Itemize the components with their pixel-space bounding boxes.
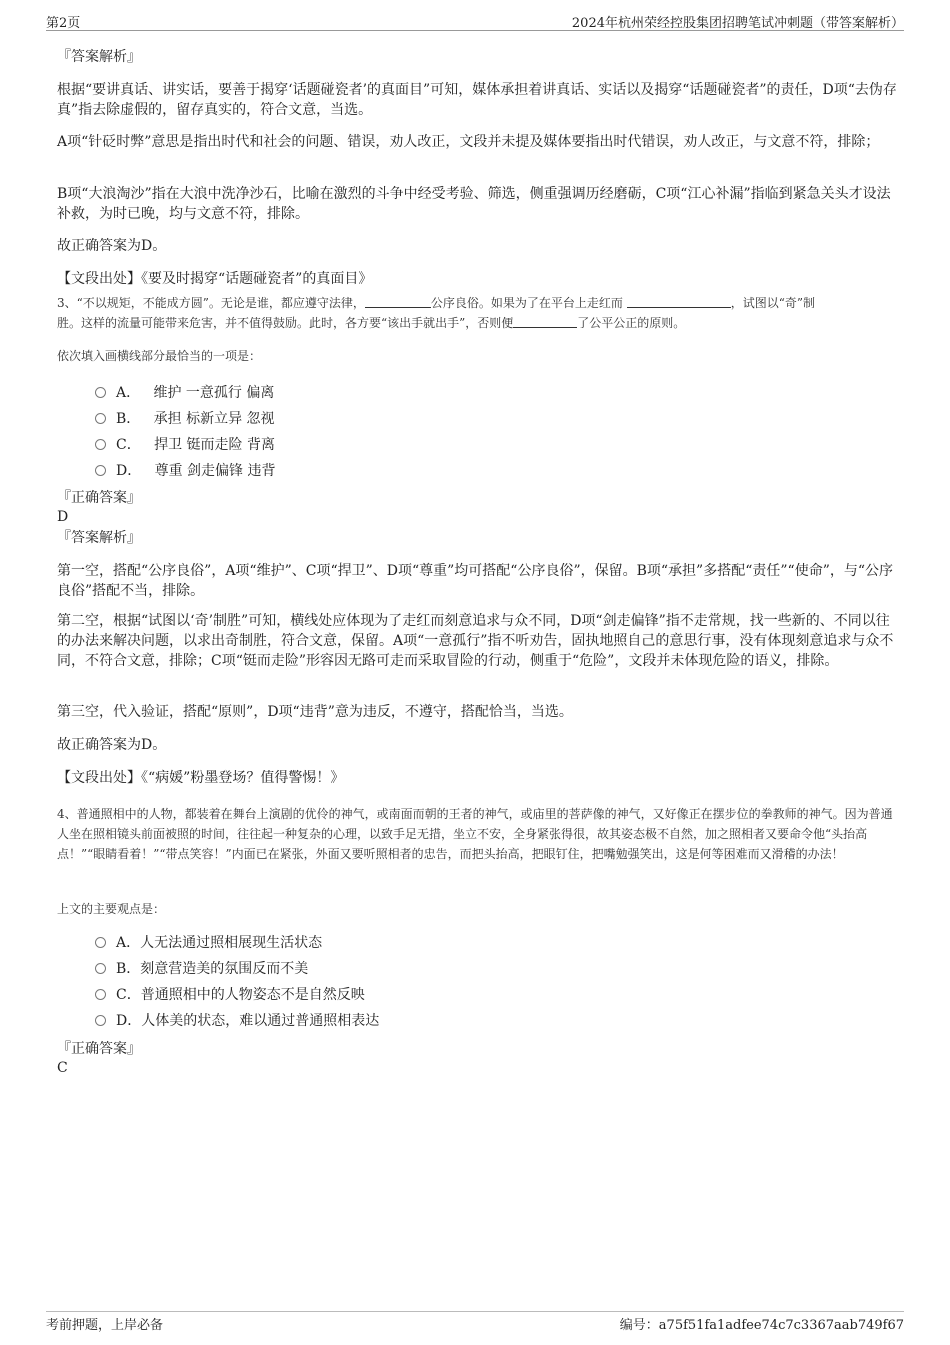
- option-key: B．: [116, 411, 141, 427]
- radio-icon[interactable]: [95, 387, 106, 398]
- radio-icon[interactable]: [95, 989, 106, 1000]
- option-key: D．: [116, 1013, 142, 1029]
- option-text: 承担 标新立异 忽视: [153, 411, 275, 427]
- option-key: A．: [116, 385, 141, 401]
- document-title: 2024年杭州荣经控股集团招聘笔试冲刺题（带答案解析）: [571, 16, 904, 31]
- option-key: C．: [116, 437, 141, 453]
- footer-slogan: 考前押题，上岸必备: [46, 1318, 164, 1333]
- question-text-segment: 3、“不以规矩，不能成方圆”。无论是谁，都应遵守法律，: [57, 296, 365, 310]
- source-citation: 【文段出处】《“病媛”粉墨登场？值得警惕！》: [57, 770, 345, 786]
- question-text-segment: 公序良俗。如果为了在平台上走红而: [430, 296, 623, 310]
- option-key: B．: [116, 961, 141, 977]
- analysis-paragraph: 第二空，根据“试图以‘奇’制胜”可知，横线处应体现为了走红而刻意追求与众不同，D项“剑走偏锋”指不走常规，找一些新的、不同以往的办法来解决问题，以求出奇制胜，符合文意，保留。A项“一意孤行”指不听劝告，固执地照自己的意思行事，没有体现刻意追求与众不同，不符合文意，排除；C项“铤而走险”形容因无路可走而采取冒险的行动，侧重于“危险”，文段并未体现危险的语义，排除。: [57, 613, 894, 669]
- option-text: 刻意营造美的氛围反而不美: [140, 961, 309, 977]
- question-3-text: [57, 293, 897, 333]
- radio-icon[interactable]: [95, 937, 106, 948]
- option-b[interactable]: [95, 406, 595, 432]
- answer-blank: [627, 295, 731, 308]
- option-text: 维护 一意孤行 偏离: [153, 385, 275, 401]
- correct-answer-label: 『正确答案』: [57, 490, 141, 506]
- correct-answer-label: 『正确答案』: [57, 1041, 141, 1057]
- option-b[interactable]: [95, 956, 595, 982]
- question-text-segment: 胜。这样的流量可能带来危害，并不值得鼓励。此时，各方要“该出手就出手”，否则便: [57, 316, 514, 330]
- document-code: 编号：a75f51fa1adfee74c7c3367aab749f67: [619, 1318, 904, 1333]
- analysis-paragraph: 第三空，代入验证，搭配“原则”，D项“违背”意为违反，不遵守，搭配恰当，当选。: [57, 704, 573, 720]
- analysis-label-2: 『答案解析』: [57, 530, 141, 546]
- option-d[interactable]: [95, 1008, 595, 1034]
- answer-blank: [513, 315, 577, 328]
- option-a[interactable]: [95, 380, 595, 406]
- option-key: D．: [116, 463, 142, 479]
- radio-icon[interactable]: [95, 465, 106, 476]
- correct-answer: D: [57, 509, 69, 525]
- radio-icon[interactable]: [95, 963, 106, 974]
- option-text: 捍卫 铤而走险 背离: [154, 437, 275, 453]
- option-a[interactable]: [95, 930, 595, 956]
- radio-icon[interactable]: [95, 439, 106, 450]
- answer-blank: [365, 295, 431, 308]
- option-text: 普通照相中的人物姿态不是自然反映: [140, 987, 365, 1003]
- option-text: 人无法通过照相展现生活状态: [140, 935, 323, 951]
- option-c[interactable]: [95, 432, 595, 458]
- analysis-conclusion: 故正确答案为D。: [57, 737, 167, 753]
- question-3-prompt: 依次填入画横线部分最恰当的一项是：: [57, 349, 262, 363]
- option-text: 人体美的状态，难以通过普通照相表达: [141, 1013, 380, 1029]
- option-c[interactable]: [95, 982, 595, 1008]
- analysis-paragraph: 第一空，搭配“公序良俗”，A项“维护”、C项“捍卫”、D项“尊重”均可搭配“公序良俗”，保留。B项“承担”多搭配“责任”“使命”，与“公序良俗”搭配不当，排除。: [57, 563, 894, 599]
- radio-icon[interactable]: [95, 1015, 106, 1026]
- page-header: [46, 12, 904, 31]
- question-4-text: 4、普通照相中的人物，都装着在舞台上演剧的优伶的神气，或南面而朝的王者的神气，或庙里的菩萨像的神气，又好像正在摆步位的拳教师的神气。因为普通人坐在照相镜头前面被照的时间，往往起一种复杂的心理，以致手足无措，坐立不安，全身紧张得很，故其姿态极不自然，加之照相者又要命令他“头抬高点！”“眼睛看着！”“带点笑容！”内面已在紧张，外面又要听照相者的忠告，而把头抬高，把眼钉住，把嘴勉强笑出，这是何等困难而又滑稽的办法！: [57, 807, 893, 861]
- analysis-conclusion: 故正确答案为D。: [57, 238, 167, 254]
- analysis-label-1: 『答案解析』: [57, 49, 141, 65]
- correct-answer: C: [57, 1060, 68, 1076]
- page-footer: [46, 1311, 904, 1334]
- option-key: A．: [116, 935, 141, 951]
- option-text: 尊重 剑走偏锋 违背: [154, 463, 276, 479]
- option-key: C．: [116, 987, 141, 1003]
- analysis-paragraph: 根据“要讲真话、讲实话，要善于揭穿‘话题碰瓷者’的真面目”可知，媒体承担着讲真话、实话以及揭穿“话题碰瓷者”的责任，D项“去伪存真”指去除虚假的，留存真实的，符合文意，当选。: [57, 82, 897, 118]
- question-text-segment: 了公平公正的原则。: [577, 316, 686, 330]
- analysis-paragraph: B项“大浪淘沙”指在大浪中洗净沙石，比喻在激烈的斗争中经受考验、筛选，侧重强调历经磨砺，C项“江心补漏”指临到紧急关头才设法补救，为时已晚，均与文意不符，排除。: [57, 186, 891, 222]
- option-d[interactable]: [95, 458, 595, 484]
- radio-icon[interactable]: [95, 413, 106, 424]
- question-4-prompt: 上文的主要观点是：: [57, 902, 166, 916]
- page-number: 第2页: [46, 16, 81, 31]
- analysis-paragraph: A项“针砭时弊”意思是指出时代和社会的问题、错误，劝人改正，文段并未提及媒体要指出时代错误，劝人改正，与文意不符，排除；: [57, 134, 880, 150]
- question-4-options: [95, 930, 595, 1034]
- question-3-options: [95, 380, 595, 484]
- question-text-segment: ，试图以“奇”制: [730, 296, 816, 310]
- source-citation: 【文段出处】《要及时揭穿“话题碰瓷者”的真面目》: [57, 271, 373, 287]
